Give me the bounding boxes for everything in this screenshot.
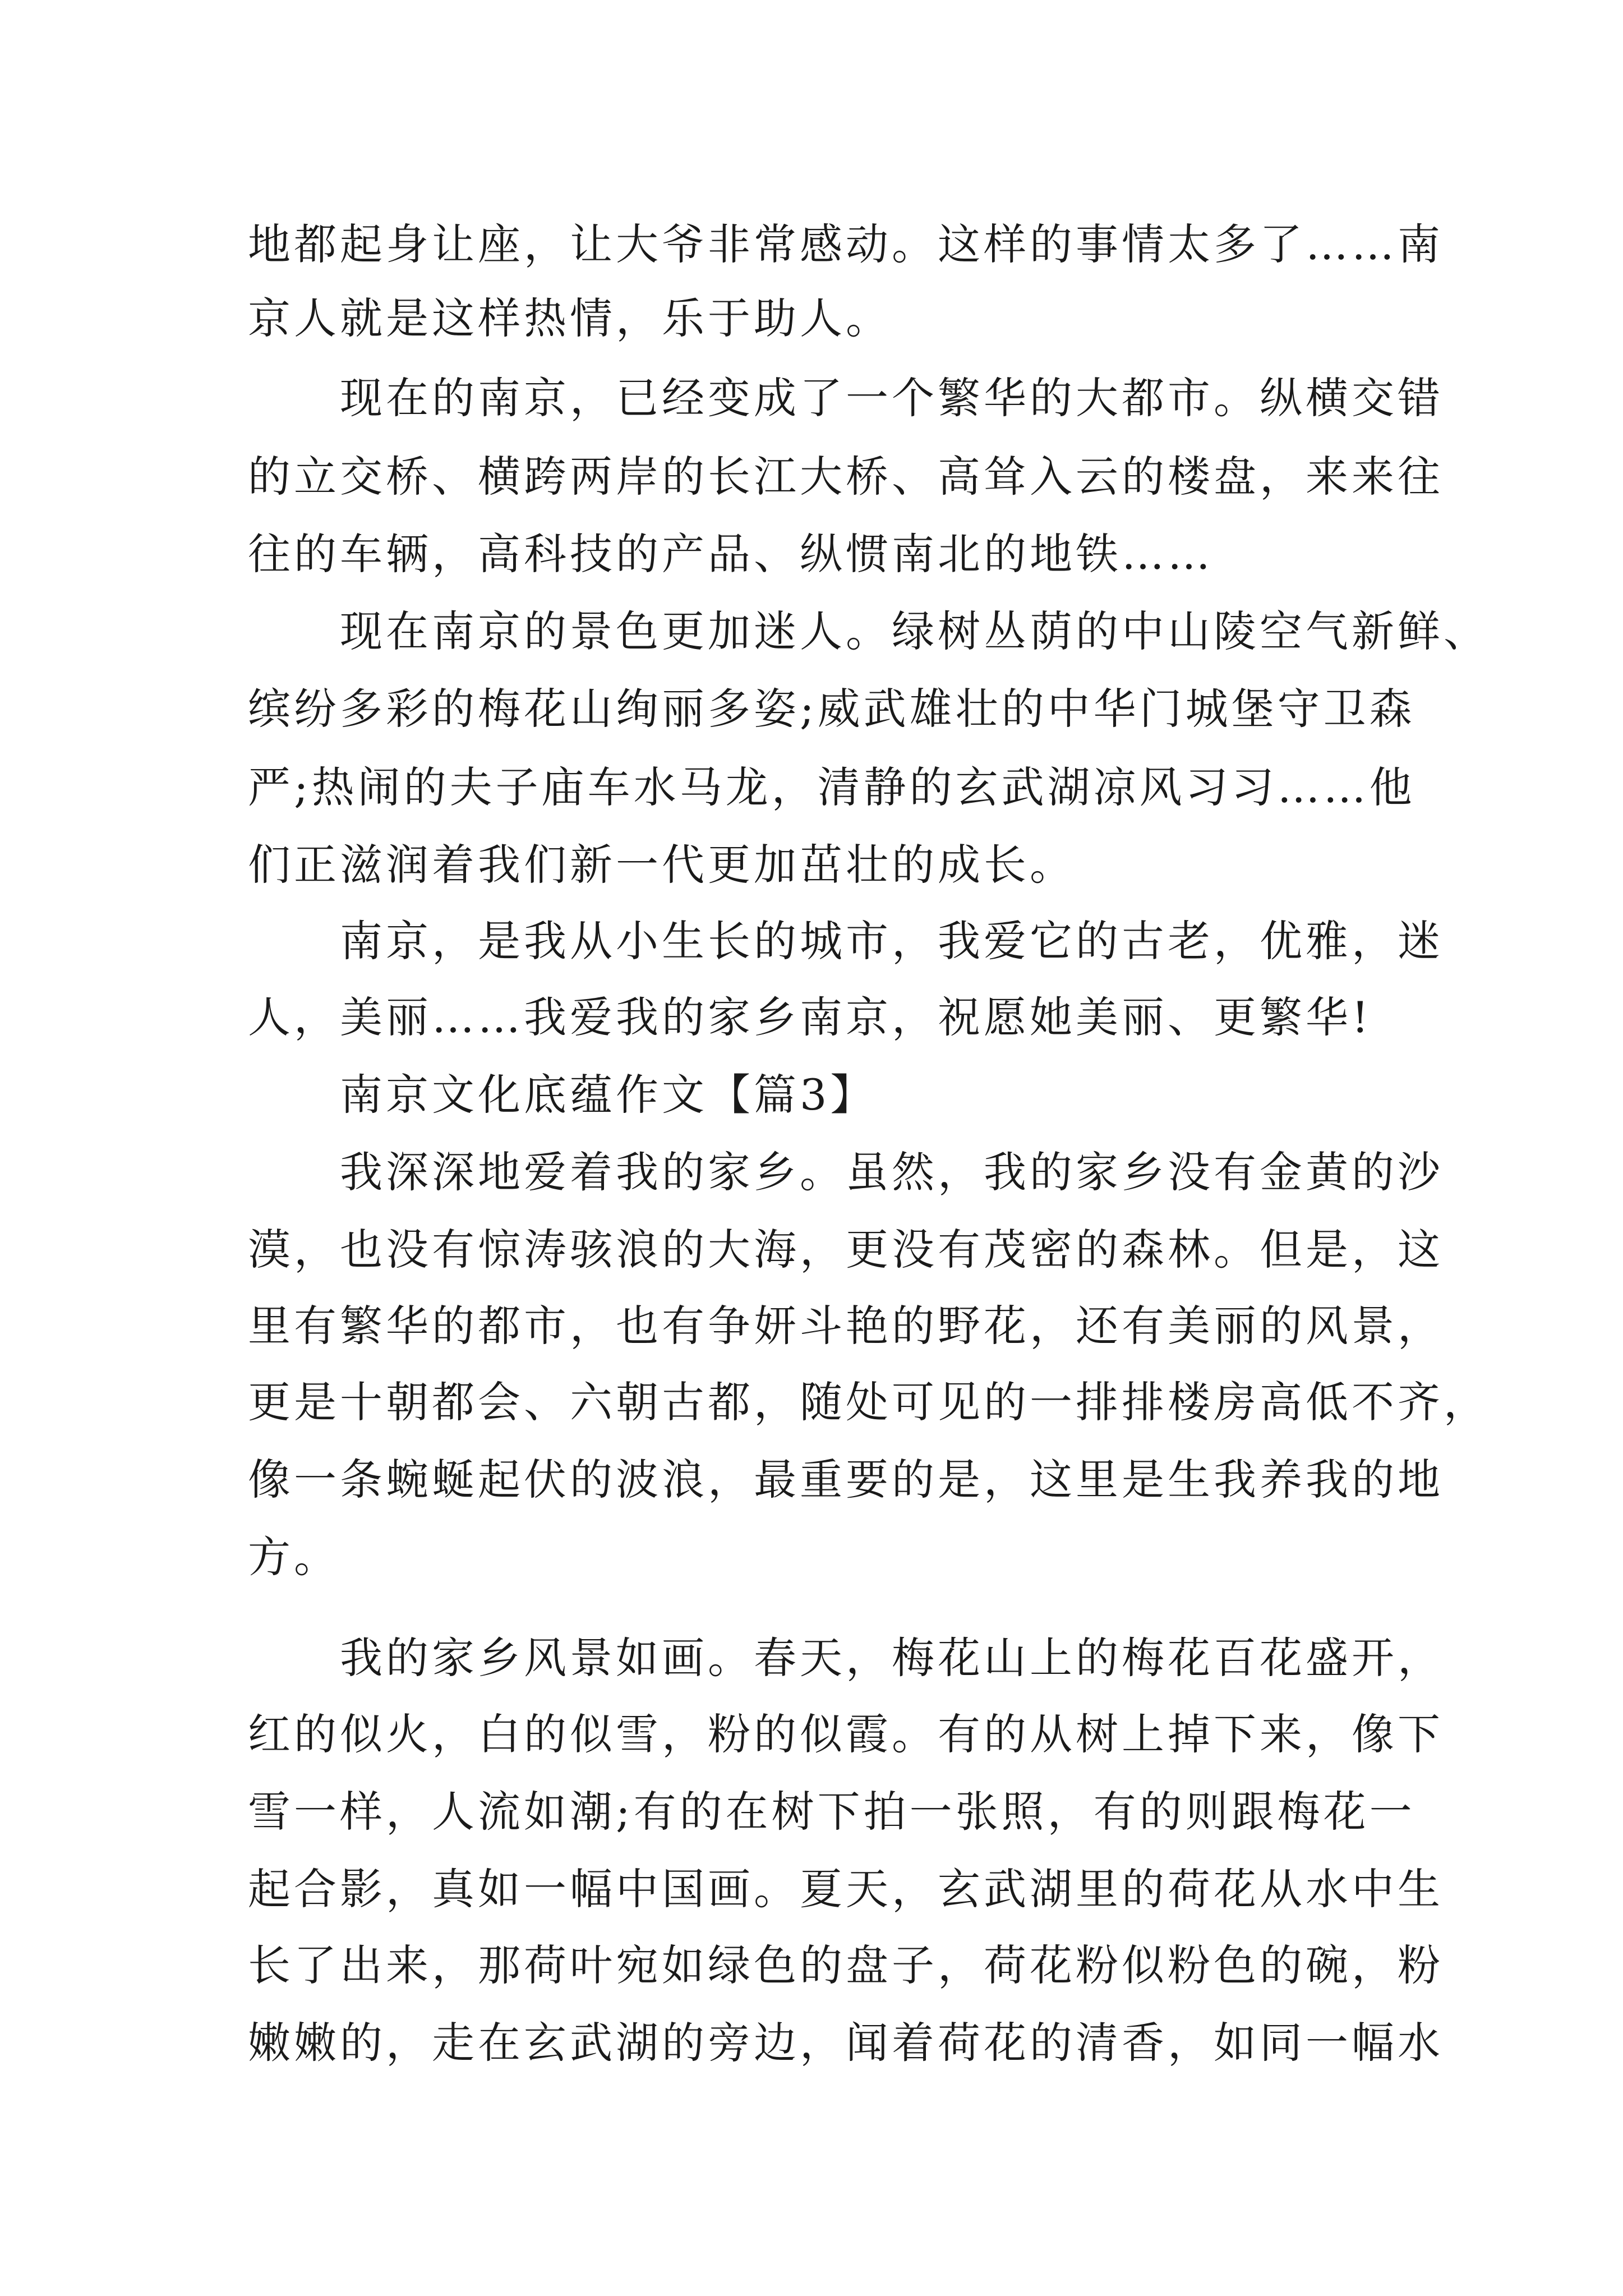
text-line: 里有繁华的都市，也有争妍斗艳的野花，还有美丽的风景， [248,1301,1444,1351]
text-line: 严;热闹的夫子庙车水马龙，清静的玄武湖凉风习习……他 [248,762,1415,812]
text-line: 往的车辆，高科技的产品、纵惯南北的地铁…… [248,529,1214,579]
text-line: 南京，是我从小生长的城市，我爱它的古老，优雅，迷 [248,916,1444,966]
text-line: 我深深地爱着我的家乡。虽然，我的家乡没有金黄的沙 [248,1147,1444,1197]
text-line: 地都起身让座，让大爷非常感动。这样的事情太多了……南 [248,219,1444,269]
text-line: 现在的南京，已经变成了一个繁华的大都市。纵横交错 [248,373,1444,423]
text-line: 像一条蜿蜒起伏的波浪，最重要的是，这里是生我养我的地 [248,1455,1444,1504]
text-line: 缤纷多彩的梅花山绚丽多姿;威武雄壮的中华门城堡守卫森 [248,684,1415,734]
text-line: 的立交桥、横跨两岸的长江大桥、高耸入云的楼盘，来来往 [248,452,1444,501]
text-line: 我的家乡风景如画。春天，梅花山上的梅花百花盛开， [248,1633,1444,1683]
text-line: 现在南京的景色更加迷人。绿树丛荫的中山陵空气新鲜、 [248,606,1490,656]
text-line: 更是十朝都会、六朝古都，随处可见的一排排楼房高低不齐， [248,1377,1490,1427]
text-line: 人，美丽……我爱我的家乡南京，祝愿她美丽、更繁华! [248,992,1372,1042]
text-line: 红的似火，白的似雪，粉的似霞。有的从树上掉下来，像下 [248,1709,1444,1759]
text-line: 们正滋润着我们新一代更加茁壮的成长。 [248,840,1076,890]
text-line: 漠，也没有惊涛骇浪的大海，更没有茂密的森林。但是，这 [248,1225,1444,1274]
text-line: 雪一样，人流如潮;有的在树下拍一张照，有的则跟梅花一 [248,1787,1415,1837]
text-line: 起合影，真如一幅中国画。夏天，玄武湖里的荷花从水中生 [248,1864,1444,1914]
section-heading: 南京文化底蕴作文【篇3】 [248,1070,877,1120]
text-line: 京人就是这样热情，乐于助人。 [248,293,892,343]
text-line: 嫩嫩的，走在玄武湖的旁边，闻着荷花的清香，如同一幅水 [248,2018,1444,2068]
text-line: 长了出来，那荷叶宛如绿色的盘子，荷花粉似粉色的碗，粉 [248,1940,1444,1990]
text-line: 方。 [248,1532,340,1582]
